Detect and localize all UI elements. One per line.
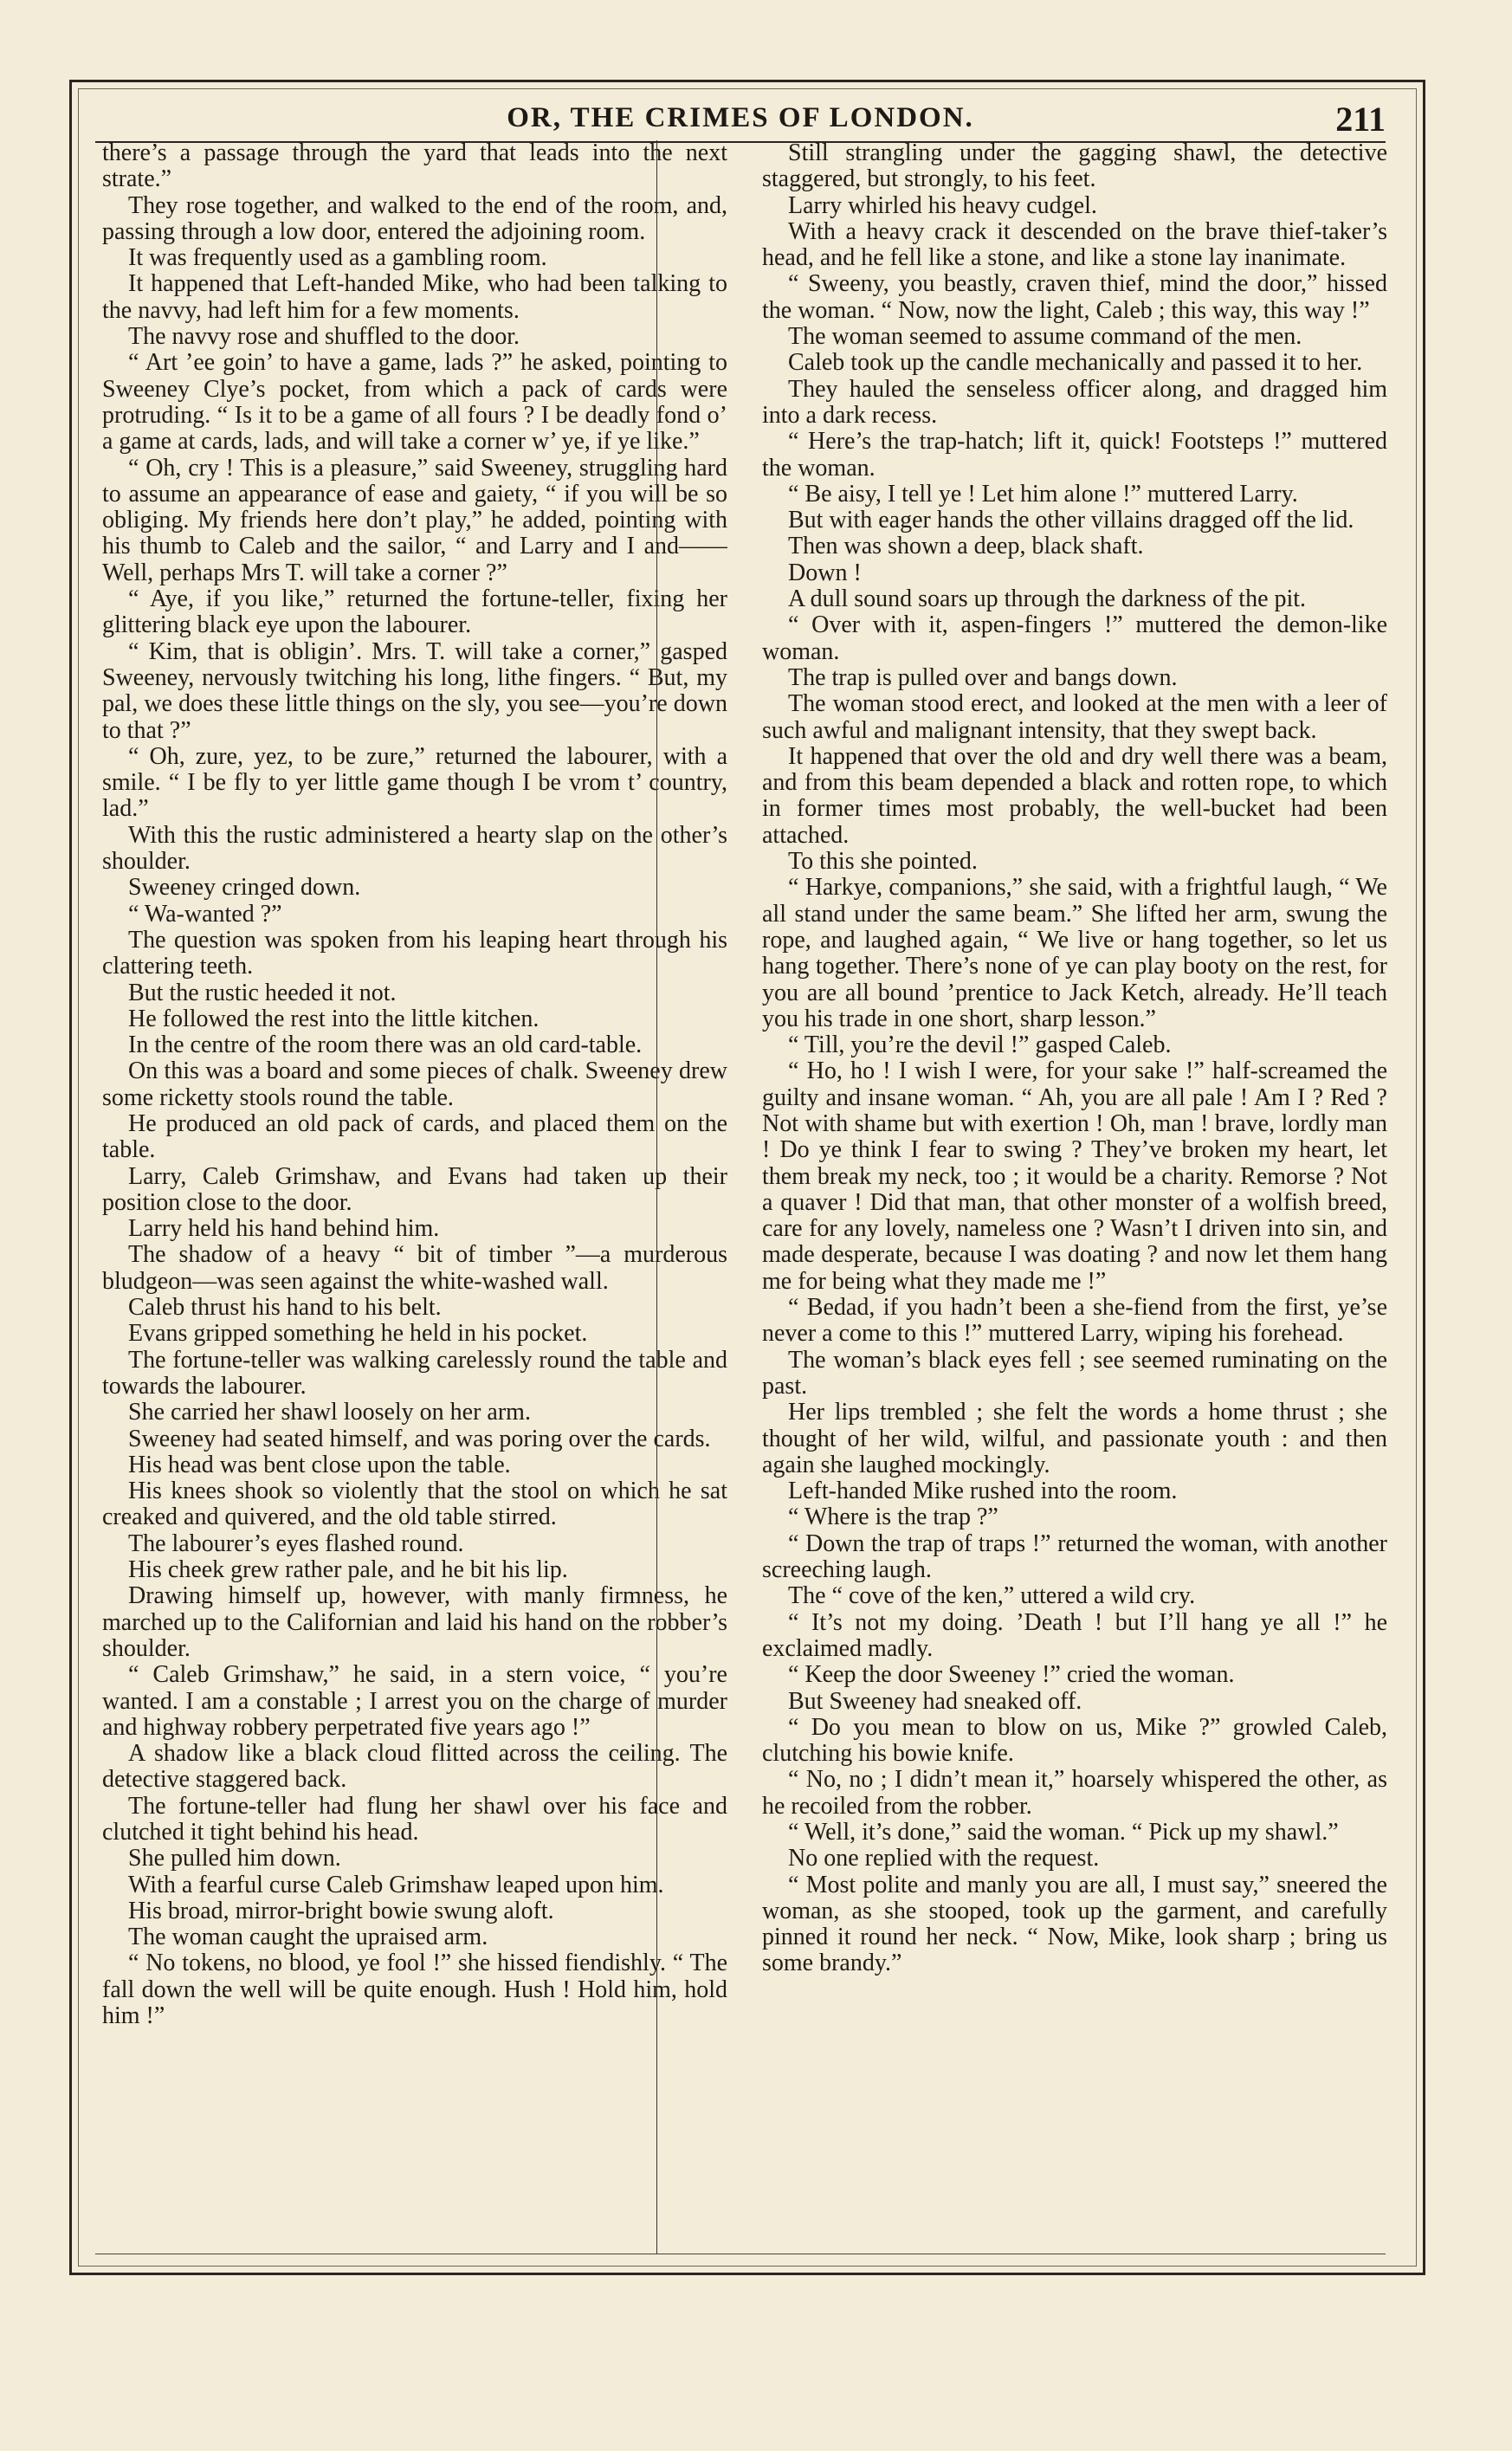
paragraph: “ Kim, that is obligin’. Mrs. T. will take a corner,” gasped Sweeney, nervously twitching his long, lithe fingers. “ But, my pal, we does these little things on the sly, you see—you’re down to that ?”	[102, 637, 727, 744]
paragraph: With this the rustic administered a hearty slap on the other’s shoulder.	[102, 821, 727, 876]
paragraph: Drawing himself up, however, with manly firmness, he marched up to the Californian and laid his hand on the robber’s shoulder.	[102, 1582, 727, 1662]
paragraph: Left-handed Mike rushed into the room.	[788, 1478, 1178, 1505]
paragraph: The woman stood erect, and looked at the men with a leer of such awful and malignant intensity, that they swept back.	[762, 690, 1387, 744]
text-columns	[95, 140, 1386, 2254]
paragraph: “ Most polite and manly you are all, I must say,” sneered the woman, as she stooped, took up the garment, and carefully pinned it round her neck. “ Now, Mike, look sharp ; bring us some brandy.”	[762, 1871, 1387, 1977]
paragraph: “ Down the trap of traps !” returned the woman, with another screeching laugh.	[762, 1529, 1387, 1584]
paragraph: “ Where is the trap ?”	[788, 1504, 998, 1531]
running-title: OR, THE CRIMES OF LONDON.	[507, 102, 974, 133]
paragraph: “ Keep the door Sweeney !” cried the woman.	[788, 1661, 1235, 1689]
paragraph: “ Here’s the trap-hatch; lift it, quick! Footsteps !” muttered the woman.	[762, 428, 1387, 482]
paragraph: Her lips trembled ; she felt the words a home thrust ; she thought of her wild, wilful, and passionate youth : and then again she laughed mockingly.	[762, 1399, 1387, 1478]
paragraph: With a fearful curse Caleb Grimshaw leaped upon him.	[128, 1871, 664, 1898]
paragraph: Then was shown a deep, black shaft.	[788, 533, 1144, 560]
paragraph: To this she pointed.	[788, 848, 978, 876]
paragraph: Larry held his hand behind him.	[128, 1215, 440, 1243]
paragraph: “ Caleb Grimshaw,” he said, in a stern voice, “ you’re wanted. I am a constable ; I arrest you on the charge of murder and highway robbery perpetrated five years ago !”	[102, 1661, 727, 1741]
paragraph: But the rustic heeded it not.	[128, 979, 397, 1006]
paragraph: “ Well, it’s done,” said the woman. “ Pick up my shawl.”	[788, 1819, 1339, 1846]
paragraph: “ No, no ; I didn’t mean it,” hoarsely whispered the other, as he recoiled from the robber.	[762, 1766, 1387, 1820]
paragraph: Evans gripped something he held in his pocket.	[128, 1320, 588, 1348]
paragraph: Sweeney cringed down.	[128, 874, 361, 902]
paragraph: With a heavy crack it descended on the brave thief-taker’s head, and he fell like a stone, and like a stone lay inanimate.	[762, 217, 1387, 272]
paragraph: The question was spoken from his leaping heart through his clattering teeth.	[102, 926, 727, 980]
paragraph: “ Harkye, companions,” she said, with a frightful laugh, “ We all stand under the same beam.” She lifted her arm, swung the rope, and laughed again, “ We live or hang together, so let us hang together. There’s none of ye can play booty on the rest, for you are all bound ’prentice to Jack Ketch, already. He’ll teach you his trade in one short, sharp lesson.”	[762, 874, 1387, 1032]
page-header	[95, 95, 1386, 146]
paragraph: Larry, Caleb Grimshaw, and Evans had taken up their position close to the door.	[102, 1162, 727, 1216]
paragraph: It happened that over the old and dry well there was a beam, and from this beam depended a black and rotten rope, to which in former times most probably, the well-bucket had been attached.	[762, 742, 1387, 849]
paragraph: She pulled him down.	[128, 1845, 341, 1872]
paragraph: Down !	[788, 559, 862, 586]
paragraph: The trap is pulled over and bangs down.	[788, 663, 1178, 691]
paragraph: Still strangling under the gagging shawl, the detective staggered, but strongly, to his feet.	[762, 140, 1387, 193]
paragraph: The fortune-teller was walking carelessly round the table and towards the labourer.	[102, 1346, 727, 1400]
paragraph: there’s a passage through the yard that leads into the next strate.”	[102, 140, 727, 193]
paragraph: Caleb thrust his hand to his belt.	[128, 1294, 442, 1322]
paragraph: The woman caught the upraised arm.	[128, 1924, 488, 1951]
paragraph: His broad, mirror-bright bowie swung aloft.	[128, 1897, 554, 1924]
column-divider	[656, 140, 657, 2254]
paragraph: “ Bedad, if you hadn’t been a she-fiend from the first, ye’se never a come to this !” muttered Larry, wiping his forehead.	[762, 1294, 1387, 1348]
paragraph: “ Aye, if you like,” returned the fortune-teller, fixing her glittering black eye upon the labourer.	[102, 585, 727, 639]
paragraph: They hauled the senseless officer along, and dragged him into a dark recess.	[762, 375, 1387, 429]
paragraph: A shadow like a black cloud flitted across the ceiling. The detective staggered back.	[102, 1740, 727, 1794]
paragraph: The woman’s black eyes fell ; see seemed ruminating on the past.	[762, 1346, 1387, 1400]
paragraph: “ Till, you’re the devil !” gasped Caleb.	[788, 1031, 1172, 1059]
paragraph: But with eager hands the other villains dragged off the lid.	[788, 507, 1354, 534]
paragraph: The navvy rose and shuffled to the door.	[128, 323, 520, 351]
paragraph: The “ cove of the ken,” uttered a wild cry.	[788, 1582, 1196, 1610]
paragraph: His cheek grew rather pale, and he bit his lip.	[128, 1556, 568, 1584]
paragraph: He followed the rest into the little kitchen.	[128, 1005, 540, 1032]
paragraph: On this was a board and some pieces of chalk. Sweeney drew some ricketty stools round the table.	[102, 1057, 727, 1111]
paragraph: “ Art ’ee goin’ to have a game, lads ?” he asked, pointing to Sweeney Clye’s pocket, from which a pack of cards were protruding. “ Is it to be a game of all fours ? I be deadly fond o’ a game at cards, lads, and will take a corner w’ ye, if ye like.”	[102, 349, 727, 456]
right-column	[762, 140, 1387, 2254]
paragraph: “ Sweeny, you beastly, craven thief, mind the door,” hissed the woman. “ Now, now the light, Caleb ; this way, this way !”	[762, 270, 1387, 324]
paragraph: In the centre of the room there was an old card-table.	[128, 1031, 643, 1059]
paragraph: Larry whirled his heavy cudgel.	[788, 191, 1097, 219]
paragraph: “ Over with it, aspen-fingers !” muttered the demon-like woman.	[762, 611, 1387, 665]
paragraph: “ Ho, ho ! I wish I were, for your sake !” half-screamed the guilty and insane woman. “ Ah, you are all pale ! Am I ? Red ? Not with shame but with exertion ! Oh, man ! brave, lordly man ! Do ye think I fear to swing ? They’ve broken my heart, let them break my neck, too ; it would be a charity. Remorse ? Not a quaver ! Did that man, that other monster of a wolfish breed, care for any lovely, nameless one ? Wasn’t I driven into sin, and made desperate, because I was doating ? and now let them hang me for being what they made me !”	[762, 1057, 1387, 1295]
paragraph: They rose together, and walked to the end of the room, and, passing through a low door, entered the adjoining room.	[102, 191, 727, 245]
paragraph: She carried her shawl loosely on her arm.	[128, 1399, 531, 1426]
paragraph: Caleb took up the candle mechanically and passed it to her.	[788, 349, 1363, 377]
paragraph: No one replied with the request.	[788, 1845, 1100, 1872]
paragraph: Sweeney had seated himself, and was poring over the cards.	[128, 1425, 711, 1452]
paragraph: His head was bent close upon the table.	[128, 1451, 511, 1478]
paragraph: “ Oh, cry ! This is a pleasure,” said Sweeney, struggling hard to assume an appearance of ease and gaiety, “ if you will be so obliging. My friends here don’t play,” he added, pointing with his thumb to Caleb and the sailor, “ and Larry and I and—— Well, perhaps Mrs T. will take a corner ?”	[102, 454, 727, 586]
paragraph: The labourer’s eyes flashed round.	[128, 1529, 464, 1557]
left-column	[102, 140, 727, 2254]
paragraph: A dull sound soars up through the darkness of the pit.	[788, 585, 1307, 613]
paragraph: “ Do you mean to blow on us, Mike ?” growled Caleb, clutching his bowie knife.	[762, 1713, 1387, 1768]
paragraph: His knees shook so violently that the stool on which he sat creaked and quivered, and the old table stirred.	[102, 1478, 727, 1531]
paragraph: The woman seemed to assume command of the men.	[788, 323, 1302, 351]
paragraph: “ It’s not my doing. ’Death ! but I’ll hang ye all !” he exclaimed madly.	[762, 1608, 1387, 1662]
paragraph: “ No tokens, no blood, ye fool !” she hissed fiendishly. “ The fall down the well will be quite enough. Hush ! Hold him, hold him !”	[102, 1950, 727, 2030]
paragraph: “ Oh, zure, yez, to be zure,” returned the labourer, with a smile. “ I be fly to yer little game though I be vrom t’ country, lad.”	[102, 742, 727, 823]
paragraph: It was frequently used as a gambling room.	[128, 244, 547, 272]
page-number: 211	[1335, 100, 1386, 139]
paragraph: It happened that Left-handed Mike, who had been talking to the navvy, had left him for a few moments.	[102, 270, 727, 324]
paragraph: The shadow of a heavy “ bit of timber ”—a murderous bludgeon—was seen against the white-washed wall.	[102, 1241, 727, 1295]
paragraph: “ Be aisy, I tell ye ! Let him alone !” muttered Larry.	[788, 480, 1298, 508]
paragraph: But Sweeney had sneaked off.	[788, 1687, 1082, 1715]
paragraph: He produced an old pack of cards, and placed them on the table.	[102, 1109, 727, 1164]
paragraph: The fortune-teller had flung her shawl over his face and clutched it tight behind his head.	[102, 1792, 727, 1846]
paragraph: “ Wa-wanted ?”	[128, 900, 282, 928]
